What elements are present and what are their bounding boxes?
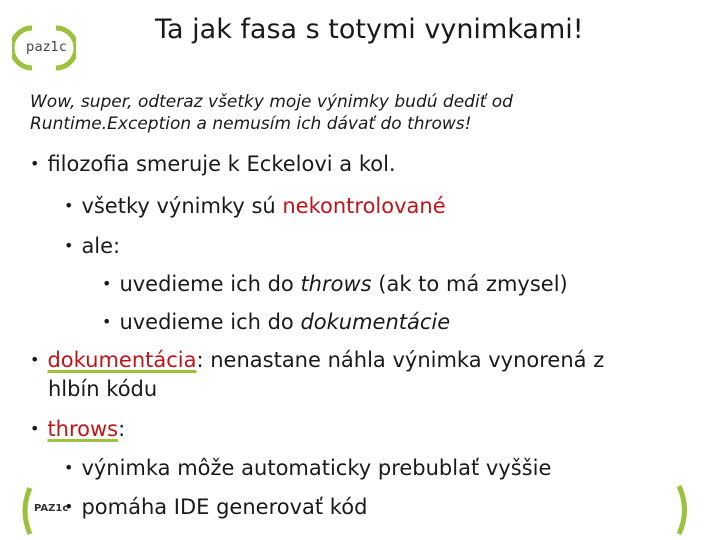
slide-title: Ta jak fasa s totymi vynimkami! [155,14,584,45]
bullet-item [102,271,568,297]
bullet-item [102,309,450,335]
course-logo [12,24,76,72]
emphasis-text: dokumentácia [47,348,197,372]
logo-text: paz1c [26,40,67,55]
bullet-item [64,455,551,481]
bullet-text: uvedieme ich do [119,310,301,334]
quote-line-2: Runtime.Exception a nemusím ich dávať do throws! [30,114,472,134]
emphasis-text: dokumentácie [300,310,451,334]
bullet-marker: • [102,312,112,331]
bullet-text: výnimka môže automaticky prebublať vyššie [81,456,552,480]
bullet-marker: • [30,350,40,369]
bullet-text: : nenastane náhla výnimka vynorená z [196,348,605,372]
quote-line-1: Wow, super, odteraz všetky moje výnimky budú dediť od [30,92,513,112]
emphasis-text: throws [300,272,372,296]
right-bracket-icon [676,484,692,536]
footer-logo: PAZ1c [34,503,69,514]
bullet-text: (ak to má zmysel) [371,272,568,296]
left-bracket-icon [18,486,32,536]
bullet-text: uvedieme ich do [119,272,301,296]
bullet-text: filozofia smeruje k Eckelovi a kol. [47,152,396,176]
bullet-marker: • [64,458,74,477]
bullet-continuation: hlbín kódu [48,377,158,401]
bullet-text: pomáha IDE generovať kód [81,495,368,519]
bullet-item [30,347,604,373]
bullet-item [30,416,125,442]
bullet-item [64,494,367,520]
bullet-item [30,151,396,177]
bullet-marker: • [30,154,40,173]
emphasis-text: nekontrolované [282,194,446,218]
emphasis-text: throws [47,417,119,441]
quote-subtitle [30,91,670,135]
bullet-text: ale: [81,234,121,258]
bullet-marker: • [30,419,40,438]
bullet-marker: • [64,236,74,255]
bullet-item [64,193,446,219]
bullet-marker: • [102,274,112,293]
bullet-text: všetky výnimky sú [81,194,283,218]
bullet-marker: • [64,497,74,516]
bullet-item [64,233,120,259]
bullet-marker: • [64,196,74,215]
bullet-text: : [118,417,126,441]
